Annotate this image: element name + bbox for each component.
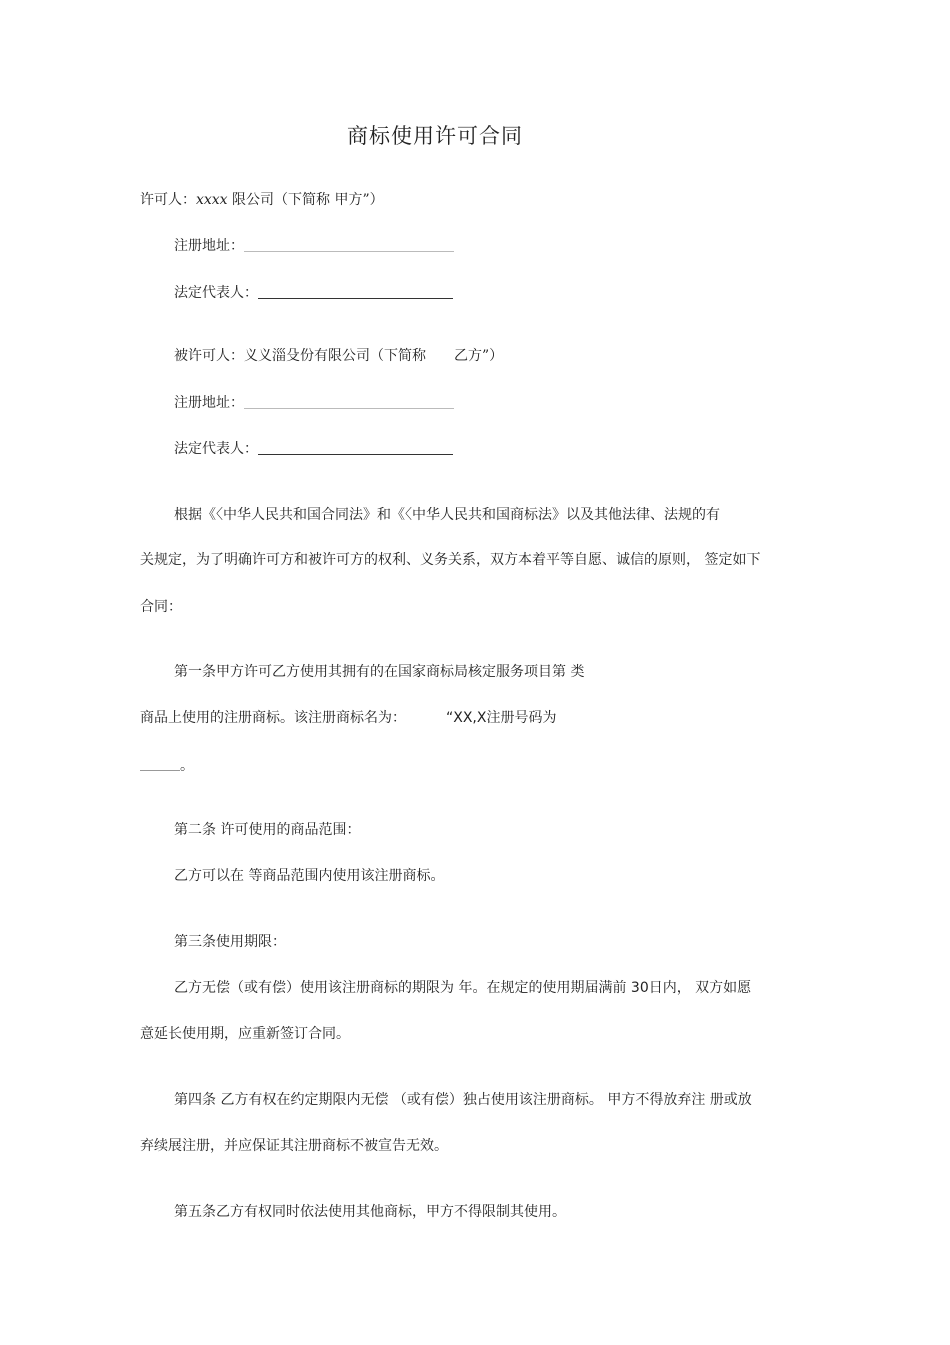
licensee-rep-line: [174, 439, 453, 459]
article2-body: 乙方可以在 等商品范围内使用该注册商标。: [174, 868, 445, 884]
article4-line-1: 第四条 乙方有权在约定期限内无偿 （或有偿）独占使用该注册商标。 甲方不得放弃注 册或放: [174, 1092, 752, 1108]
article3-line-1-a: 乙方无偿（或有偿）使用该注册商标的期限为 年。在规定的使用期届满前: [174, 980, 627, 996]
article3-heading: 第三条使用期限：: [174, 934, 286, 950]
article2-heading: 第二条 许可使用的商品范围：: [174, 822, 361, 838]
article3-line-1: [174, 978, 751, 998]
article4-line-2: 弃续展注册，并应保证其注册商标不被宣告无效。: [140, 1138, 448, 1154]
licensee-address-field[interactable]: [244, 398, 454, 409]
licensor-rep-field[interactable]: [258, 288, 453, 299]
preamble-line-3: 合同：: [140, 599, 182, 615]
licensor-name-mask: xxxx: [196, 192, 228, 208]
licensee-rep-label: 法定代表人：: [174, 441, 258, 457]
licensee-address-label: 注册地址：: [174, 395, 244, 411]
licensor-rep-line: [174, 283, 453, 303]
registration-number-field[interactable]: [140, 761, 180, 771]
licensor-address-label: 注册地址：: [174, 238, 244, 254]
article1-line-2-c: 注册号码为: [486, 710, 557, 726]
licensor-rep-label: 法定代表人：: [174, 285, 258, 301]
licensee-address-line: [174, 393, 454, 413]
article3-line-2: 意延长使用期，应重新签订合同。: [140, 1026, 350, 1042]
article5-line-1: 第五条乙方有权同时依法使用其他商标，甲方不得限制其使用。: [174, 1204, 566, 1220]
preamble-line-2: 关规定，为了明确许可方和被许可方的权利、义务关系，双方本着平等自愿、诚信的原则， 签定如下: [140, 552, 761, 568]
article1-line-3-end: 。: [180, 758, 194, 774]
licensee-rep-field[interactable]: [258, 444, 453, 455]
licensee-suffix: 乙方”）: [454, 348, 504, 364]
licensor-suffix: 限公司（下简称 甲方”）: [232, 192, 384, 208]
licensee-prefix: 被许可人：义义淄殳份有限公司（下简称: [174, 348, 426, 364]
article3-days: 30: [630, 980, 649, 996]
licensor-prefix: 许可人：: [140, 192, 196, 208]
licensor-address-field[interactable]: [244, 241, 454, 252]
article1-line-3: [140, 756, 194, 776]
page-title: 商标使用许可合同: [347, 124, 523, 148]
preamble-line-1: 根据《〈中华人民共和国合同法》和《〈中华人民共和国商标法》以及其他法律、法规的有: [174, 507, 720, 523]
licensor-address-line: [174, 236, 454, 256]
licensor-line: [140, 190, 384, 210]
trademark-name: “XX,X: [446, 710, 487, 726]
article3-line-1-c: 日内， 双方如愿: [648, 980, 752, 996]
article1-line-2-a: 商品上使用的注册商标。该注册商标名为：: [140, 710, 406, 726]
licensee-line: [174, 346, 503, 366]
article1-line-1: 第一条甲方许可乙方使用其拥有的在国家商标局核定服务项目第 类: [174, 664, 585, 680]
article1-line-2: [140, 708, 556, 728]
